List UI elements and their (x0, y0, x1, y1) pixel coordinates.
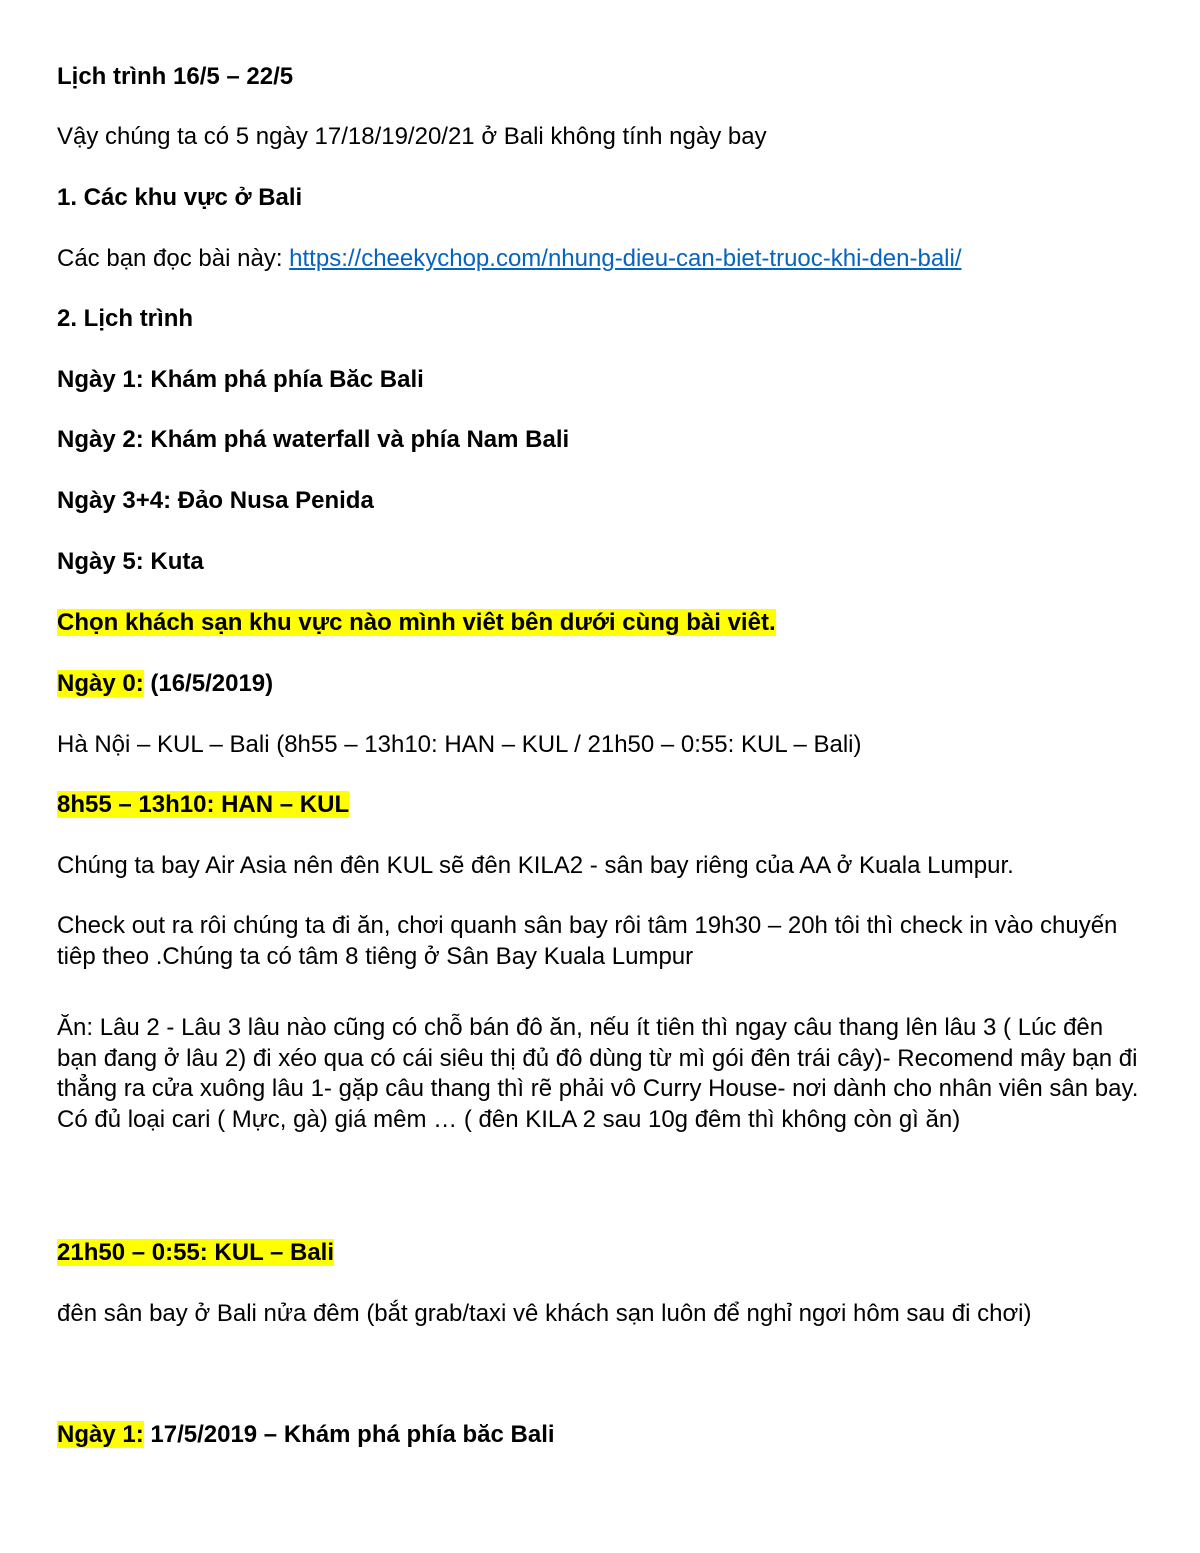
day1-heading: Ngày 1: 17/5/2019 – Khám phá phía băc Bali (57, 1421, 555, 1448)
section1-heading: 1. Các khu vực ở Bali (57, 184, 303, 211)
leg1-paragraph-3: Ăn: Lâu 2 - Lâu 3 lâu nào cũng có chỗ bán đô ăn, nếu ít tiên thì ngay câu thang lên lâu 3 ( Lúc đên bạn đang ở lâu 2) đi xéo qua có cái siêu thị đủ đô dùng từ mì gói đên trái cây)- Recomend mây bạn đi thẳng ra cửa xuông lâu 1- gặp câu thang thì rẽ phải vô Curry House- nơi dành cho nhân viên sân bay. Có đủ loại cari ( Mực, gà) giá mêm … ( đên KILA 2 sau 10g đêm thì không còn gì ăn) (57, 1014, 1139, 1133)
day-summary-1: Ngày 1: Khám phá phía Băc Bali (57, 366, 424, 393)
section2-heading: 2. Lịch trình (57, 305, 194, 332)
leg2-paragraph-1: đên sân bay ở Bali nửa đêm (bắt grab/taxi vê khách sạn luôn để nghỉ ngơi hôm sau đi chơi) (57, 1300, 1032, 1327)
leg1-paragraph-1: Chúng ta bay Air Asia nên đên KUL sẽ đên KILA2 - sân bay riêng của AA ở Kuala Lumpur. (57, 852, 1014, 879)
leg1-heading: 8h55 – 13h10: HAN – KUL (57, 791, 350, 818)
leg2-heading: 21h50 – 0:55: KUL – Bali (57, 1239, 335, 1266)
intro-text: Vậy chúng ta có 5 ngày 17/18/19/20/21 ở Bali không tính ngày bay (57, 123, 767, 150)
article-link[interactable]: https://cheekychop.com/nhung-dieu-can-biet-truoc-khi-den-bali/ (289, 245, 962, 272)
day0-route: Hà Nội – KUL – Bali (8h55 – 13h10: HAN – KUL / 21h50 – 0:55: KUL – Bali) (57, 731, 862, 758)
day0-heading: Ngày 0: (16/5/2019) (57, 670, 274, 697)
day-summary-5: Ngày 5: Kuta (57, 548, 204, 575)
read-label: Các bạn đọc bài này: (57, 245, 290, 272)
document-title: Lịch trình 16/5 – 22/5 (57, 63, 294, 90)
hotel-note: Chọn khách sạn khu vực nào mình viêt bên dưới cùng bài viêt. (57, 609, 776, 636)
day-summary-2: Ngày 2: Khám phá waterfall và phía Nam Bali (57, 426, 570, 453)
leg1-paragraph-2: Check out ra rôi chúng ta đi ăn, chơi quanh sân bay rôi tâm 19h30 – 20h tôi thì check in vào chuyến tiêp theo .Chúng ta có tâm 8 tiêng ở Sân Bay Kuala Lumpur (57, 912, 1118, 970)
day-summary-3-4: Ngày 3+4: Đảo Nusa Penida (57, 487, 374, 514)
read-article-line (57, 244, 962, 274)
